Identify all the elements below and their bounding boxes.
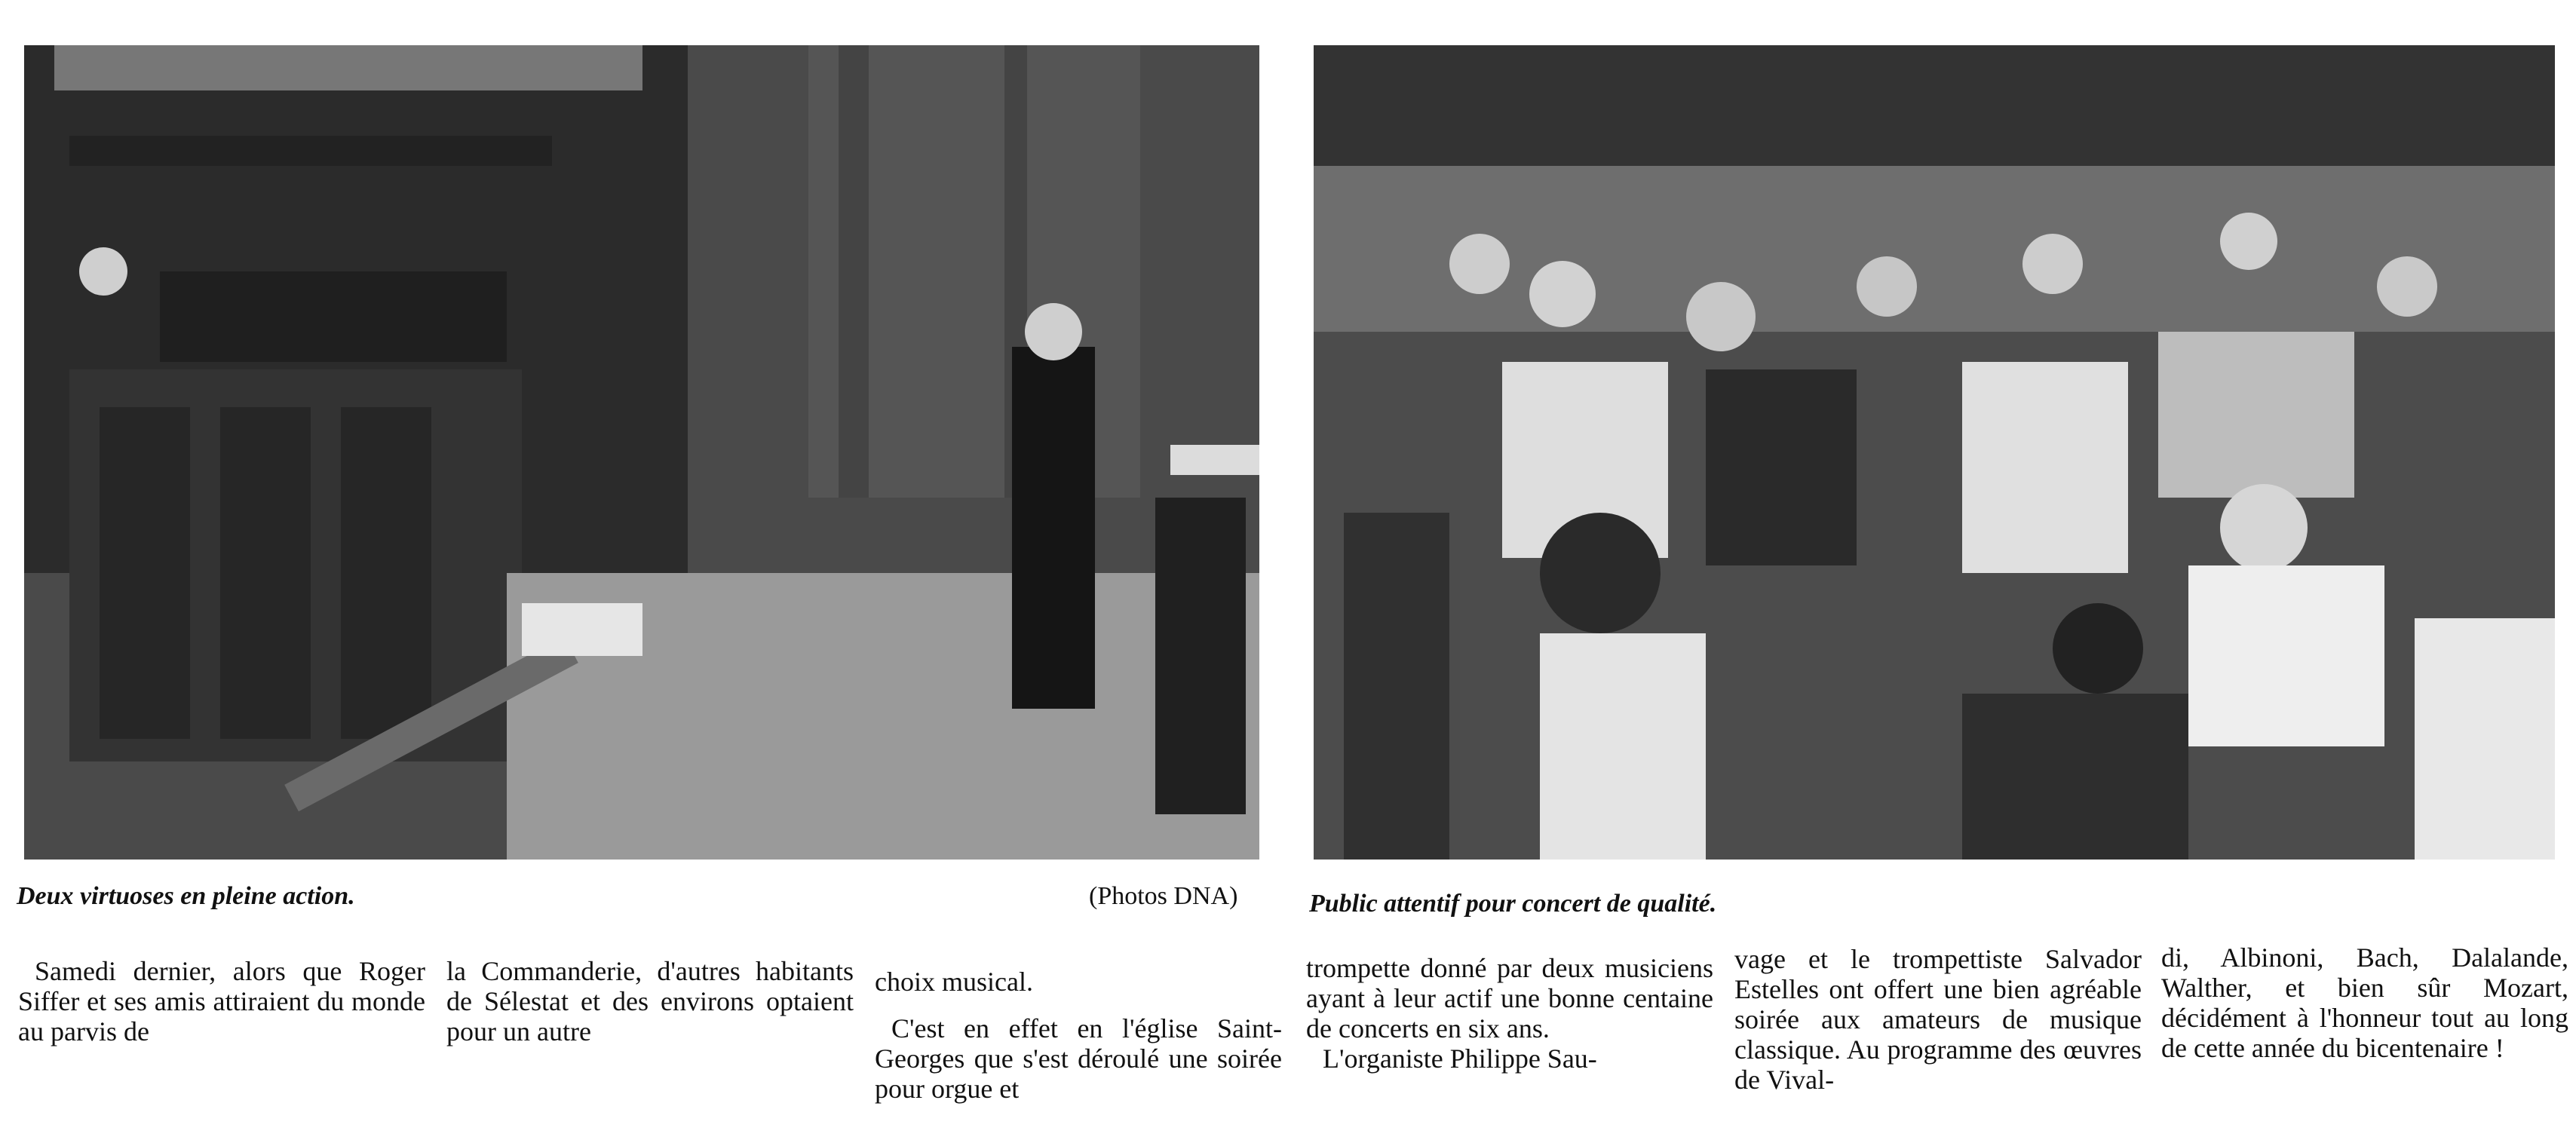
caption-musicians: Deux virtuoses en pleine action. [17,882,355,910]
article-paragraph: Samedi dernier, alors que Roger Siffer et ses amis attiraient du monde au parvis de [18,956,425,1046]
article-paragraph: C'est en effet en l'église Saint-Georges que s'est déroulé une soirée pour orgue et [875,1013,1282,1104]
photo-audience [1314,45,2555,860]
caption-audience: Public attentif pour concert de qualité. [1309,890,1717,918]
article-paragraph: choix musical. [875,967,1033,997]
article-paragraph: vage et le trompettiste Salvador Estelles ont offert une bien agréable soirée aux amateurs de musique classique. Au programme des œuvres de Vival- [1734,944,2142,1095]
article-column-4 [1306,953,1713,1074]
article-column-2 [446,956,854,1046]
article-paragraph: L'organiste Philippe Sau- [1323,1043,1597,1074]
article-paragraph: trompette donné par deux musiciens ayant à leur actif une bonne centaine de concerts en six ans. [1306,953,1713,1043]
article-column-5 [1734,944,2142,1095]
photo-musicians [24,45,1259,860]
article-column-6 [2161,942,2568,1063]
article-paragraph: di, Albinoni, Bach, Dalalande, Walther, et bien sûr Mozart, décidément à l'honneur tout au long de cette année du bicentenaire ! [2161,942,2568,1063]
article-column-3 [875,967,1282,1104]
article-paragraph: la Commanderie, d'autres habitants de Sélestat et des environs optaient pour un autre [446,956,854,1046]
photo-credit: (Photos DNA) [1089,882,1238,910]
article-column-1 [18,956,425,1046]
photo-musicians-image [24,45,1259,860]
photo-audience-image [1314,45,2555,860]
